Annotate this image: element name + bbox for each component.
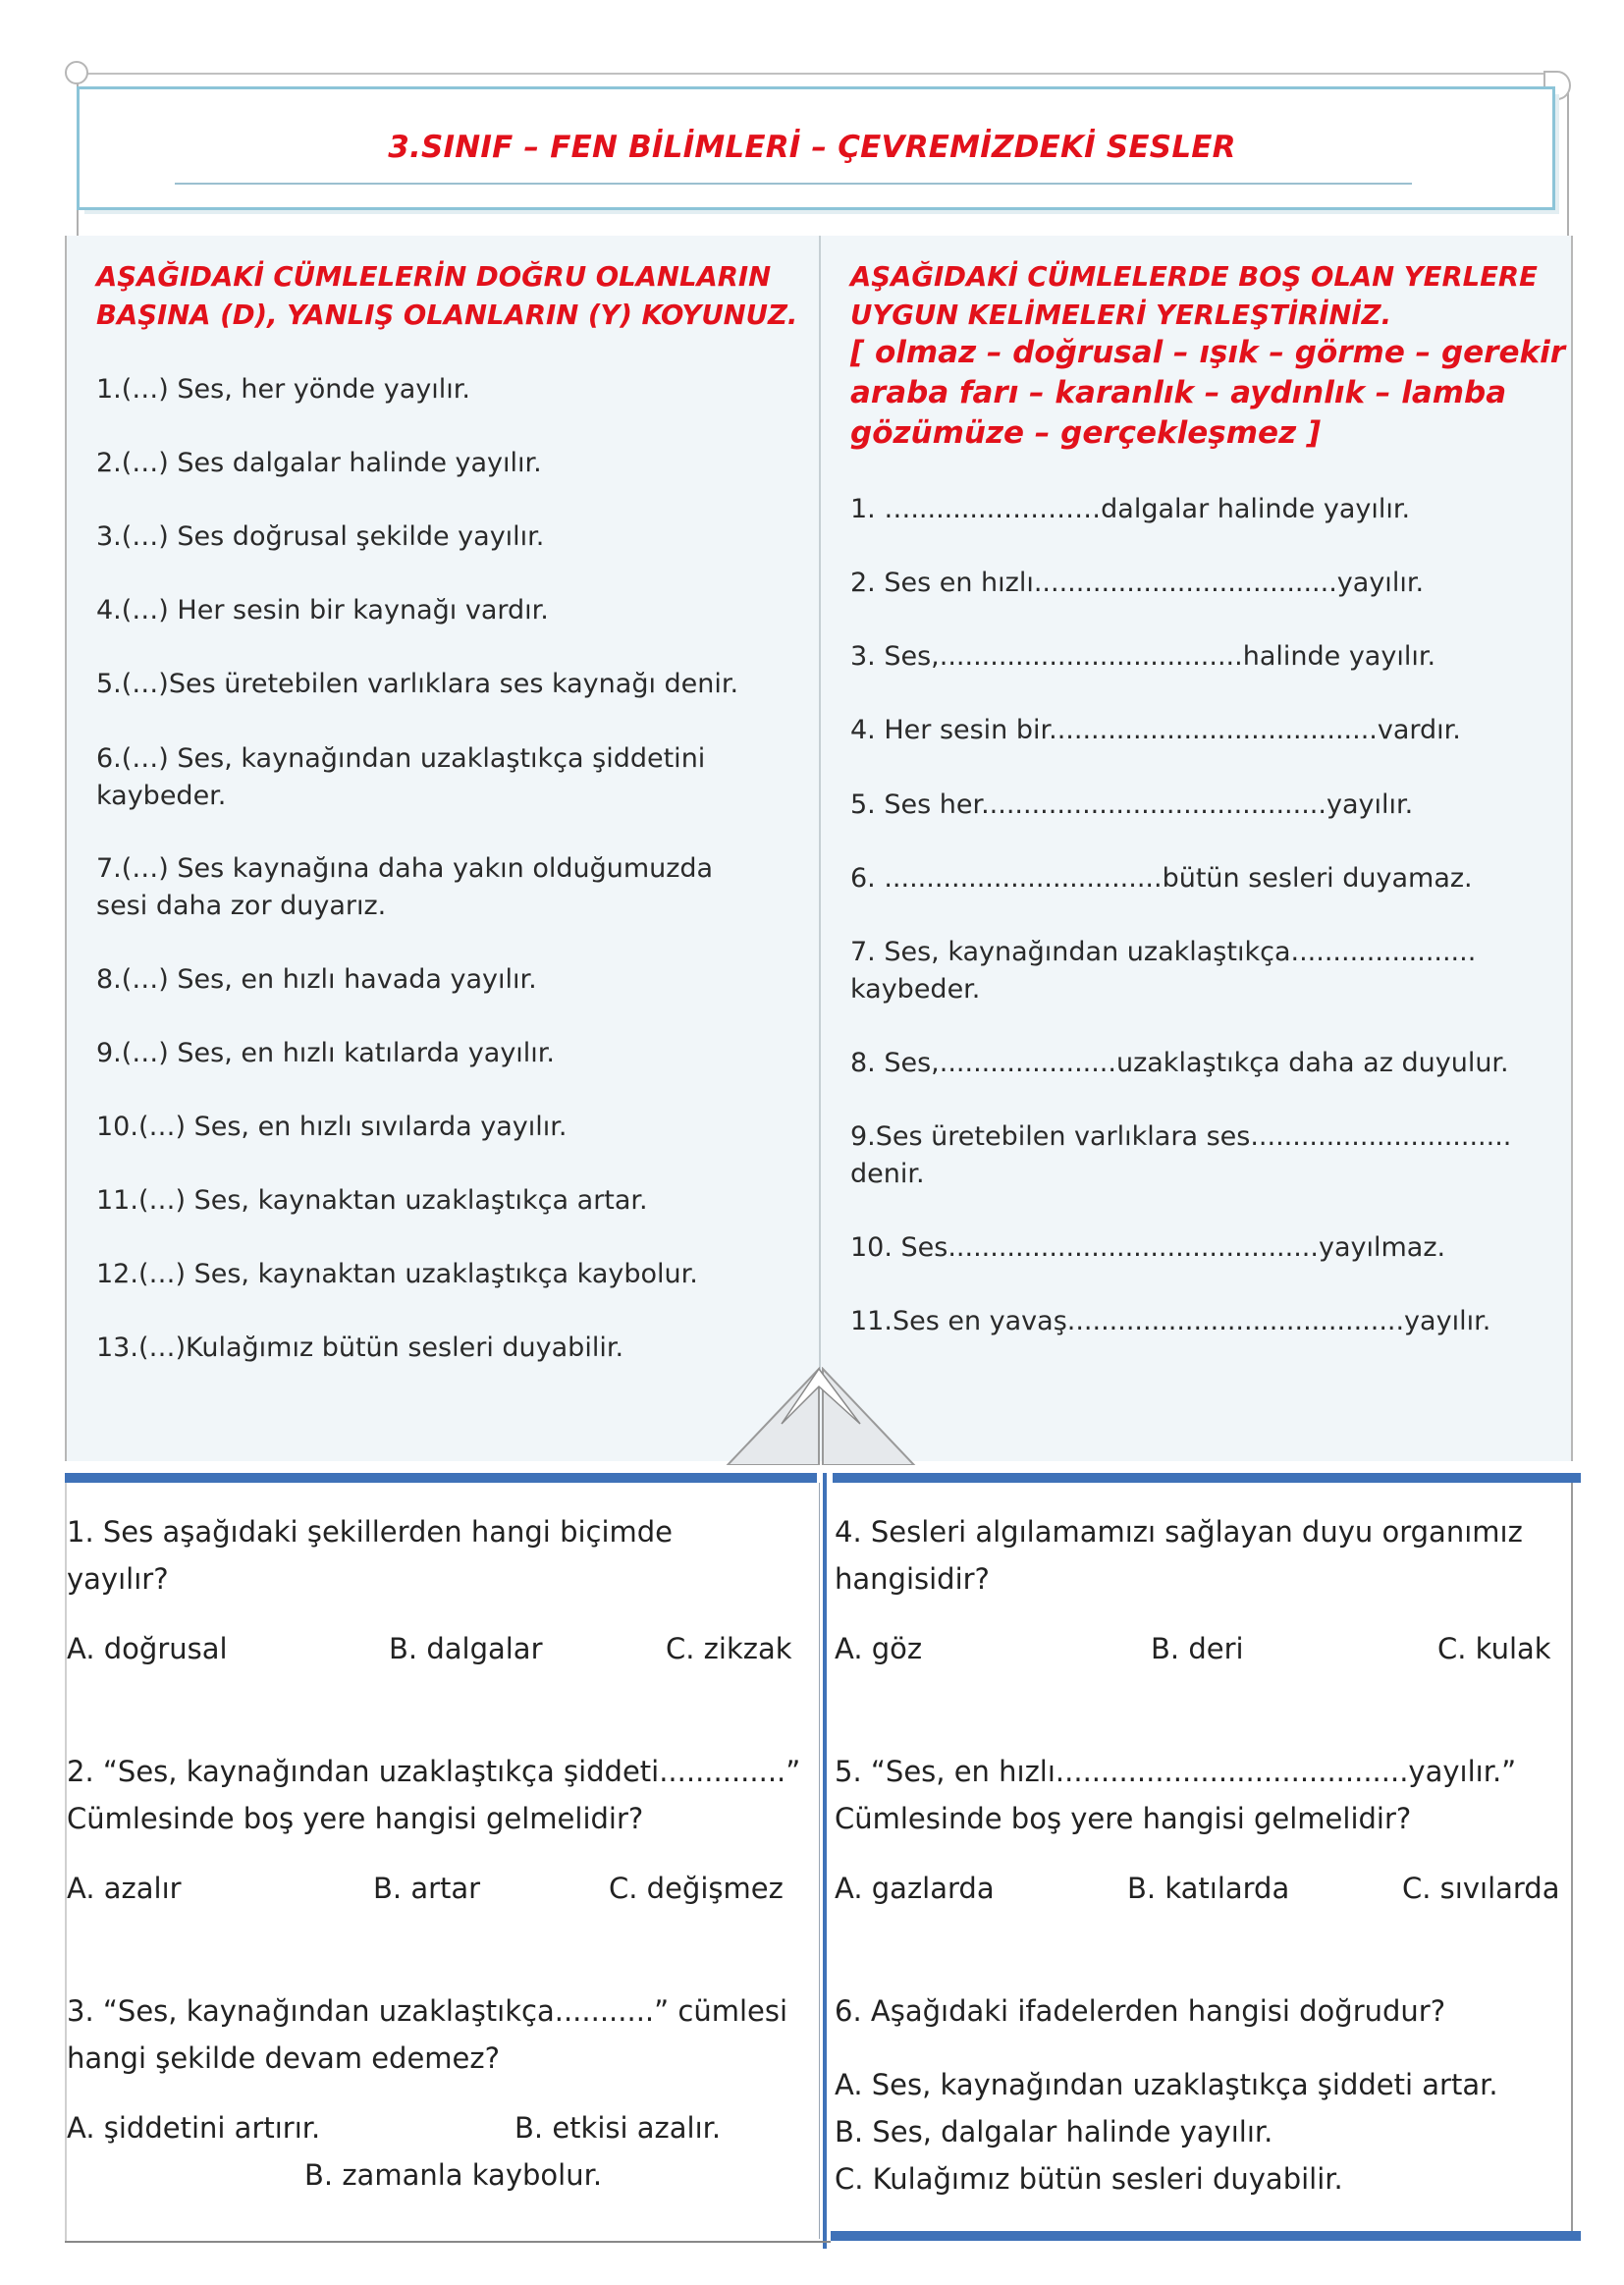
frame-top-line bbox=[84, 73, 1549, 75]
true-false-item-cont: sesi daha zor duyarız. bbox=[96, 891, 387, 921]
question-3-text-cont: hangi şekilde devam edemez? bbox=[67, 2041, 500, 2075]
true-false-item: 5.(…)Ses üretebilen varlıklara ses kaynağı denir. bbox=[96, 669, 739, 699]
question-1-text-cont: yayılır? bbox=[67, 1562, 169, 1596]
fill-blank-item: 1. …..........…………dalgalar halinde yayılır. bbox=[850, 494, 1411, 524]
column-divider bbox=[819, 236, 821, 1375]
true-false-item: 6.(…) Ses, kaynağından uzaklaştıkça şiddetini bbox=[96, 743, 706, 774]
true-false-item: 1.(…) Ses, her yönde yayılır. bbox=[96, 374, 470, 405]
question-1-option-b[interactable]: B. dalgalar bbox=[389, 1632, 543, 1665]
question-3-option-b[interactable]: B. etkisi azalır. bbox=[514, 2111, 722, 2145]
question-2-option-c[interactable]: C. değişmez bbox=[609, 1872, 784, 1905]
question-2-text-cont: Cümlesinde boş yere hangisi gelmelidir? bbox=[67, 1802, 644, 1835]
word-bank-line-2: araba farı – karanlık – aydınlık – lamba bbox=[850, 375, 1507, 410]
fill-blank-item: 7. Ses, kaynağından uzaklaştıkça...................... bbox=[850, 937, 1477, 967]
fill-blank-item: 11.Ses en yavaş........................................yayılır. bbox=[850, 1306, 1491, 1336]
question-6-option-b[interactable]: B. Ses, dalgalar halinde yayılır. bbox=[835, 2115, 1273, 2149]
question-1-text: 1. Ses aşağıdaki şekillerden hangi biçimde bbox=[67, 1515, 674, 1549]
question-3-option-a[interactable]: A. şiddetini artırır. bbox=[67, 2111, 321, 2145]
true-false-instruction-2: BAŞINA (D), YANLIŞ OLANLARIN (Y) KOYUNUZ. bbox=[96, 299, 798, 331]
fill-blank-item: 8. Ses,.....................uzaklaştıkça daha az duyulur. bbox=[850, 1048, 1509, 1078]
fill-blank-item: 3. Ses,....................................halinde yayılır. bbox=[850, 641, 1436, 672]
quiz-top-bar-left bbox=[65, 1473, 817, 1483]
true-false-item: 2.(…) Ses dalgalar halinde yayılır. bbox=[96, 448, 542, 478]
question-2-text: 2. “Ses, kaynağından uzaklaştıkça şiddeti..............” bbox=[67, 1755, 801, 1788]
true-false-item: 11.(…) Ses, kaynaktan uzaklaştıkça artar. bbox=[96, 1185, 648, 1216]
true-false-item-cont: kaybeder. bbox=[96, 781, 227, 811]
true-false-item: 7.(…) Ses kaynağına daha yakın olduğumuzda bbox=[96, 853, 714, 884]
quiz-top-bar-right bbox=[833, 1473, 1581, 1483]
quiz-column-divider-thin bbox=[819, 1483, 820, 2239]
fill-blank-item-cont: denir. bbox=[850, 1159, 925, 1189]
quiz-column-divider bbox=[823, 1473, 827, 2249]
question-6-option-c[interactable]: C. Kulağımız bütün sesleri duyabilir. bbox=[835, 2162, 1343, 2196]
question-5-option-a[interactable]: A. gazlarda bbox=[835, 1872, 995, 1905]
question-5-option-b[interactable]: B. katılarda bbox=[1127, 1872, 1290, 1905]
fill-blank-item: 5. Ses her.........................................yayılır. bbox=[850, 789, 1414, 820]
divider-notch-icon bbox=[723, 1367, 919, 1465]
banner-underline bbox=[175, 183, 1412, 185]
question-4-text-cont: hangisidir? bbox=[835, 1562, 990, 1596]
page-title: 3.SINIF – FEN BİLİMLERİ – ÇEVREMİZDEKİ SESLER bbox=[388, 130, 1236, 165]
question-2-option-b[interactable]: B. artar bbox=[373, 1872, 481, 1905]
quiz-bottom-rule bbox=[65, 2241, 831, 2243]
question-4-text: 4. Sesleri algılamamızı sağlayan duyu organımız bbox=[835, 1515, 1523, 1549]
word-bank-line-1: [ olmaz – doğrusal – ışık – görme – gerekir bbox=[850, 335, 1566, 370]
true-false-instruction-1: AŞAĞIDAKİ CÜMLELERİN DOĞRU OLANLARIN bbox=[96, 261, 772, 293]
true-false-item: 8.(…) Ses, en hızlı havada yayılır. bbox=[96, 964, 537, 995]
fill-blank-instruction-1: AŞAĞIDAKİ CÜMLELERDE BOŞ OLAN YERLERE bbox=[850, 261, 1538, 293]
question-3-text: 3. “Ses, kaynağından uzaklaştıkça...........” cümlesi bbox=[67, 1994, 788, 2028]
fill-blank-item: 9.Ses üretebilen varlıklara ses............................... bbox=[850, 1121, 1512, 1152]
question-1-option-c[interactable]: C. zikzak bbox=[666, 1632, 792, 1665]
question-5-text-cont: Cümlesinde boş yere hangisi gelmelidir? bbox=[835, 1802, 1412, 1835]
question-3-option-c[interactable]: B. zamanla kaybolur. bbox=[304, 2158, 603, 2192]
question-4-option-b[interactable]: B. deri bbox=[1151, 1632, 1244, 1665]
question-2-option-a[interactable]: A. azalır bbox=[67, 1872, 182, 1905]
question-1-option-a[interactable]: A. doğrusal bbox=[67, 1632, 228, 1665]
true-false-item: 12.(…) Ses, kaynaktan uzaklaştıkça kaybolur. bbox=[96, 1259, 698, 1289]
quiz-right-edge bbox=[1571, 1483, 1573, 2241]
scroll-curl-icon bbox=[65, 61, 88, 84]
fill-blank-item: 2. Ses en hızlı....................................yayılır. bbox=[850, 568, 1425, 598]
fill-blank-item-cont: kaybeder. bbox=[850, 974, 981, 1005]
word-bank-line-3: gözümüze – gerçekleşmez ] bbox=[850, 415, 1322, 451]
question-4-option-a[interactable]: A. göz bbox=[835, 1632, 923, 1665]
quiz-bottom-bar bbox=[831, 2231, 1581, 2241]
question-4-option-c[interactable]: C. kulak bbox=[1437, 1632, 1551, 1665]
true-false-item: 3.(…) Ses doğrusal şekilde yayılır. bbox=[96, 521, 545, 552]
fill-blank-item: 10. Ses............................................yayılmaz. bbox=[850, 1232, 1446, 1263]
fill-blank-instruction-2: UYGUN KELİMELERİ YERLEŞTİRİNİZ. bbox=[850, 299, 1392, 331]
true-false-item: 10.(…) Ses, en hızlı sıvılarda yayılır. bbox=[96, 1112, 568, 1142]
true-false-item: 13.(…)Kulağımız bütün sesleri duyabilir. bbox=[96, 1333, 624, 1363]
fill-blank-item: 4. Her sesin bir.......................................vardır. bbox=[850, 715, 1461, 745]
true-false-item: 9.(…) Ses, en hızlı katılarda yayılır. bbox=[96, 1038, 556, 1068]
fill-blank-item: 6. .................................bütün sesleri duyamaz. bbox=[850, 863, 1473, 894]
question-5-option-c[interactable]: C. sıvılarda bbox=[1402, 1872, 1560, 1905]
question-6-option-a[interactable]: A. Ses, kaynağından uzaklaştıkça şiddeti artar. bbox=[835, 2068, 1498, 2101]
true-false-item: 4.(…) Her sesin bir kaynağı vardır. bbox=[96, 595, 549, 626]
question-6-text: 6. Aşağıdaki ifadelerden hangisi doğrudur? bbox=[835, 1994, 1446, 2028]
question-5-text: 5. “Ses, en hızlı.......................................yayılır.” bbox=[835, 1755, 1517, 1788]
